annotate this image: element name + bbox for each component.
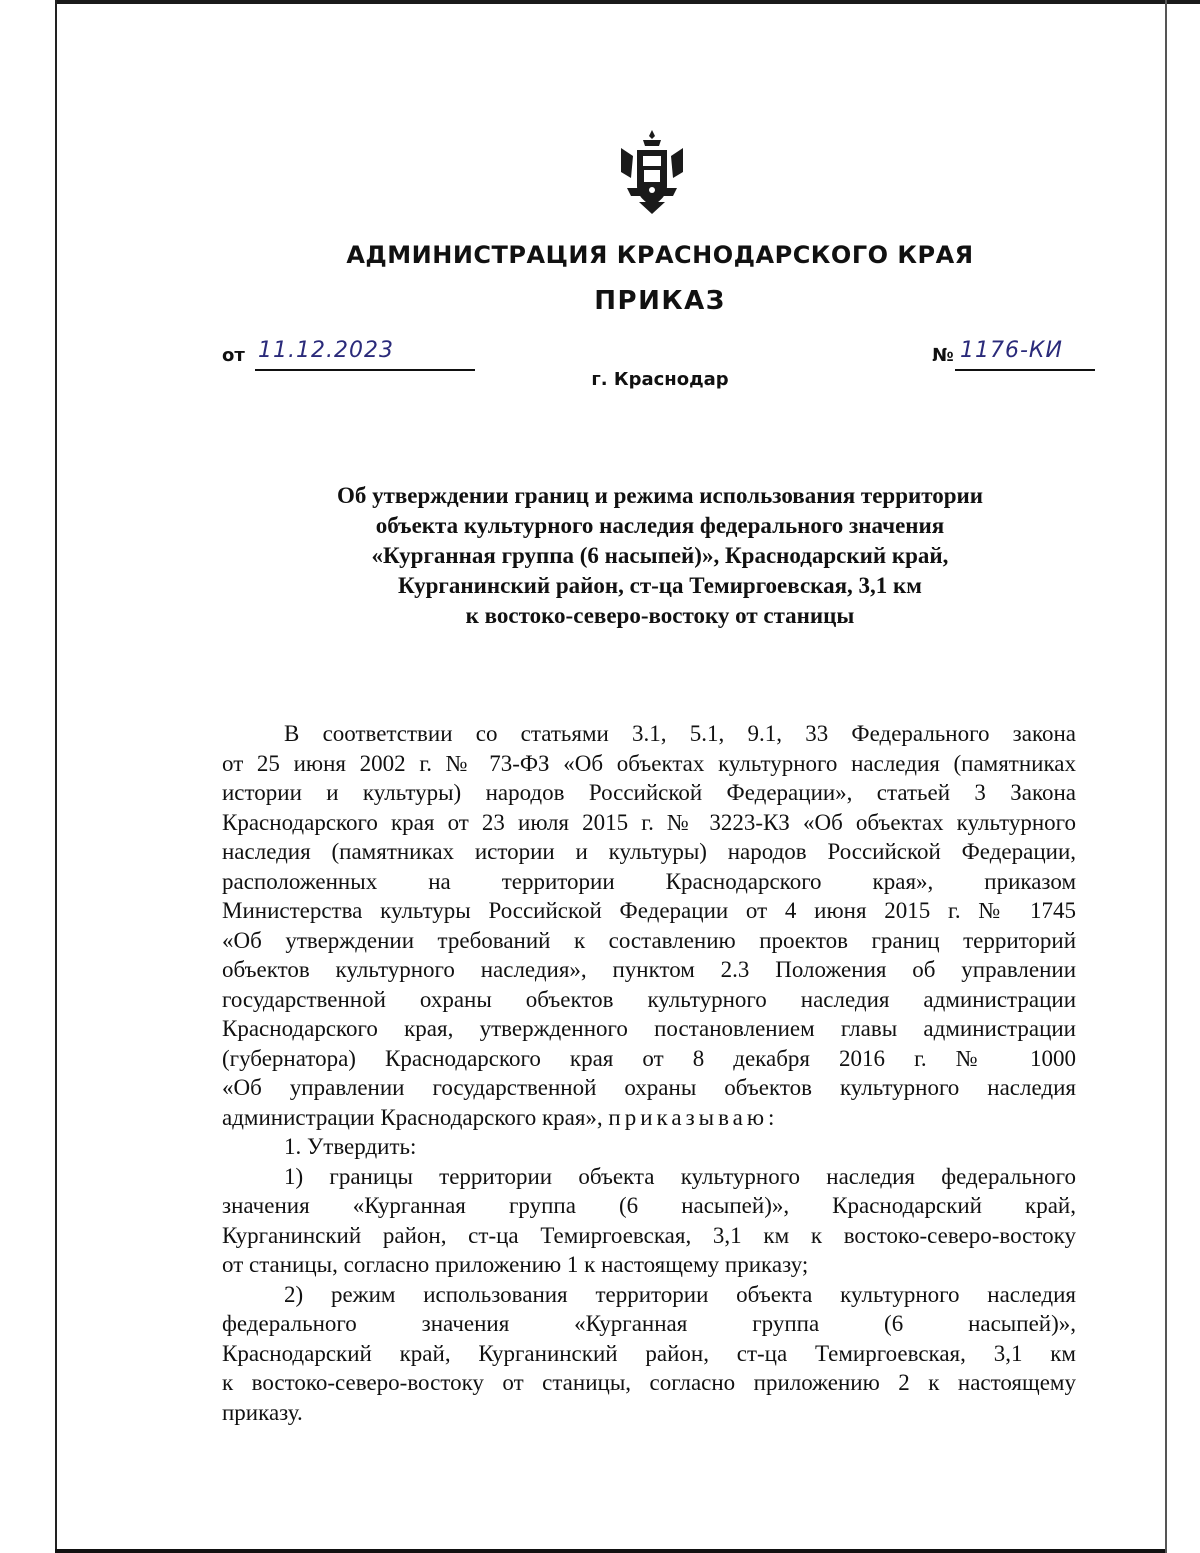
handwritten-date: 11.12.2023 [258, 338, 394, 363]
scan-edge-right [1165, 0, 1167, 1553]
document-body [222, 719, 1076, 1427]
body-line: федерального значения «Курганная группа (6 насыпей)», [222, 1311, 1076, 1336]
organization-name: АДМИНИСТРАЦИЯ КРАСНОДАРСКОГО КРАЯ [346, 241, 974, 269]
number-label: № [932, 345, 954, 366]
body-line: 1) границы территории объекта культурного наследия федерального [284, 1163, 1076, 1189]
date-label: от [222, 345, 245, 366]
handwritten-number: 1176-КИ [960, 338, 1064, 363]
body-line: 2) режим использования территории объекта культурного наследия [284, 1281, 1076, 1307]
body-line: расположенных на территории Краснодарского края», приказом [222, 868, 1076, 894]
scan-edge-top [55, 0, 1200, 4]
document-type: ПРИКАЗ [594, 286, 726, 316]
title-line: Курганинский район, ст-ца Темиргоевская, 3,1 км [398, 573, 922, 598]
number-underline [955, 369, 1095, 371]
title-line: «Курганная группа (6 насыпей)», Краснодарский край, [371, 543, 949, 568]
coat-of-arms-emblem [617, 128, 687, 218]
body-line: к востоко-северо-востоку от станицы, согласно приложению 2 к настоящему [222, 1370, 1076, 1395]
title-line: Об утверждении границ и режима использования территории [336, 483, 984, 508]
body-line: государственной охраны объектов культурного наследия администрации [222, 986, 1076, 1012]
city-name: г. Краснодар [591, 369, 729, 390]
body-line: Курганинский район, ст-ца Темиргоевская, 3,1 км к востоко-северо-востоку [222, 1222, 1076, 1248]
body-line: истории и культуры) народов Российской Федерации», статьей 3 Закона [222, 780, 1076, 805]
preamble-end: администрации Краснодарского края», [222, 1104, 603, 1130]
body-line: Краснодарского края, утвержденного постановлением главы администрации [222, 1016, 1076, 1041]
body-line: объектов культурного наследия», пунктом 2.3 Положения об управлении [222, 957, 1076, 982]
title-line: объекта культурного наследия федерального значения [375, 513, 945, 538]
decree-word: приказываю: [608, 1104, 779, 1130]
body-line: от 25 июня 2002 г. № 73-ФЗ «Об объектах культурного наследия (памятниках [222, 750, 1076, 776]
body-line: Министерства культуры Российской Федерации от 4 июня 2015 г. № 1745 [222, 898, 1076, 923]
body-line: наследия (памятниках истории и культуры) народов Российской Федерации, [222, 839, 1076, 864]
scan-edge-bottom [55, 1549, 1165, 1553]
scan-edge-left [55, 0, 57, 1553]
body-line: «Об управлении государственной охраны объектов культурного наследия [222, 1075, 1076, 1100]
body-line: значения «Курганная группа (6 насыпей)», Краснодарский край, [222, 1193, 1076, 1218]
item-heading: 1. Утвердить: [284, 1134, 417, 1159]
body-line-decree [222, 1103, 1076, 1133]
body-line: В соответствии со статьями 3.1, 5.1, 9.1, 33 Федерального закона [284, 721, 1076, 746]
document-title [230, 481, 1090, 631]
title-line: к востоко-северо-востоку от станицы [465, 603, 855, 628]
body-line: приказу. [222, 1399, 303, 1425]
body-line: Краснодарский край, Курганинский район, ст-ца Темиргоевская, 3,1 км [222, 1340, 1076, 1366]
body-line: от станицы, согласно приложению 1 к настоящему приказу; [222, 1252, 809, 1277]
body-line: (губернатора) Краснодарского края от 8 декабря 2016 г. № 1000 [222, 1045, 1076, 1071]
body-line: «Об утверждении требований к составлению проектов границ территорий [222, 927, 1076, 953]
body-line: Краснодарского края от 23 июля 2015 г. № 3223-КЗ «Об объектах культурного [222, 809, 1076, 835]
